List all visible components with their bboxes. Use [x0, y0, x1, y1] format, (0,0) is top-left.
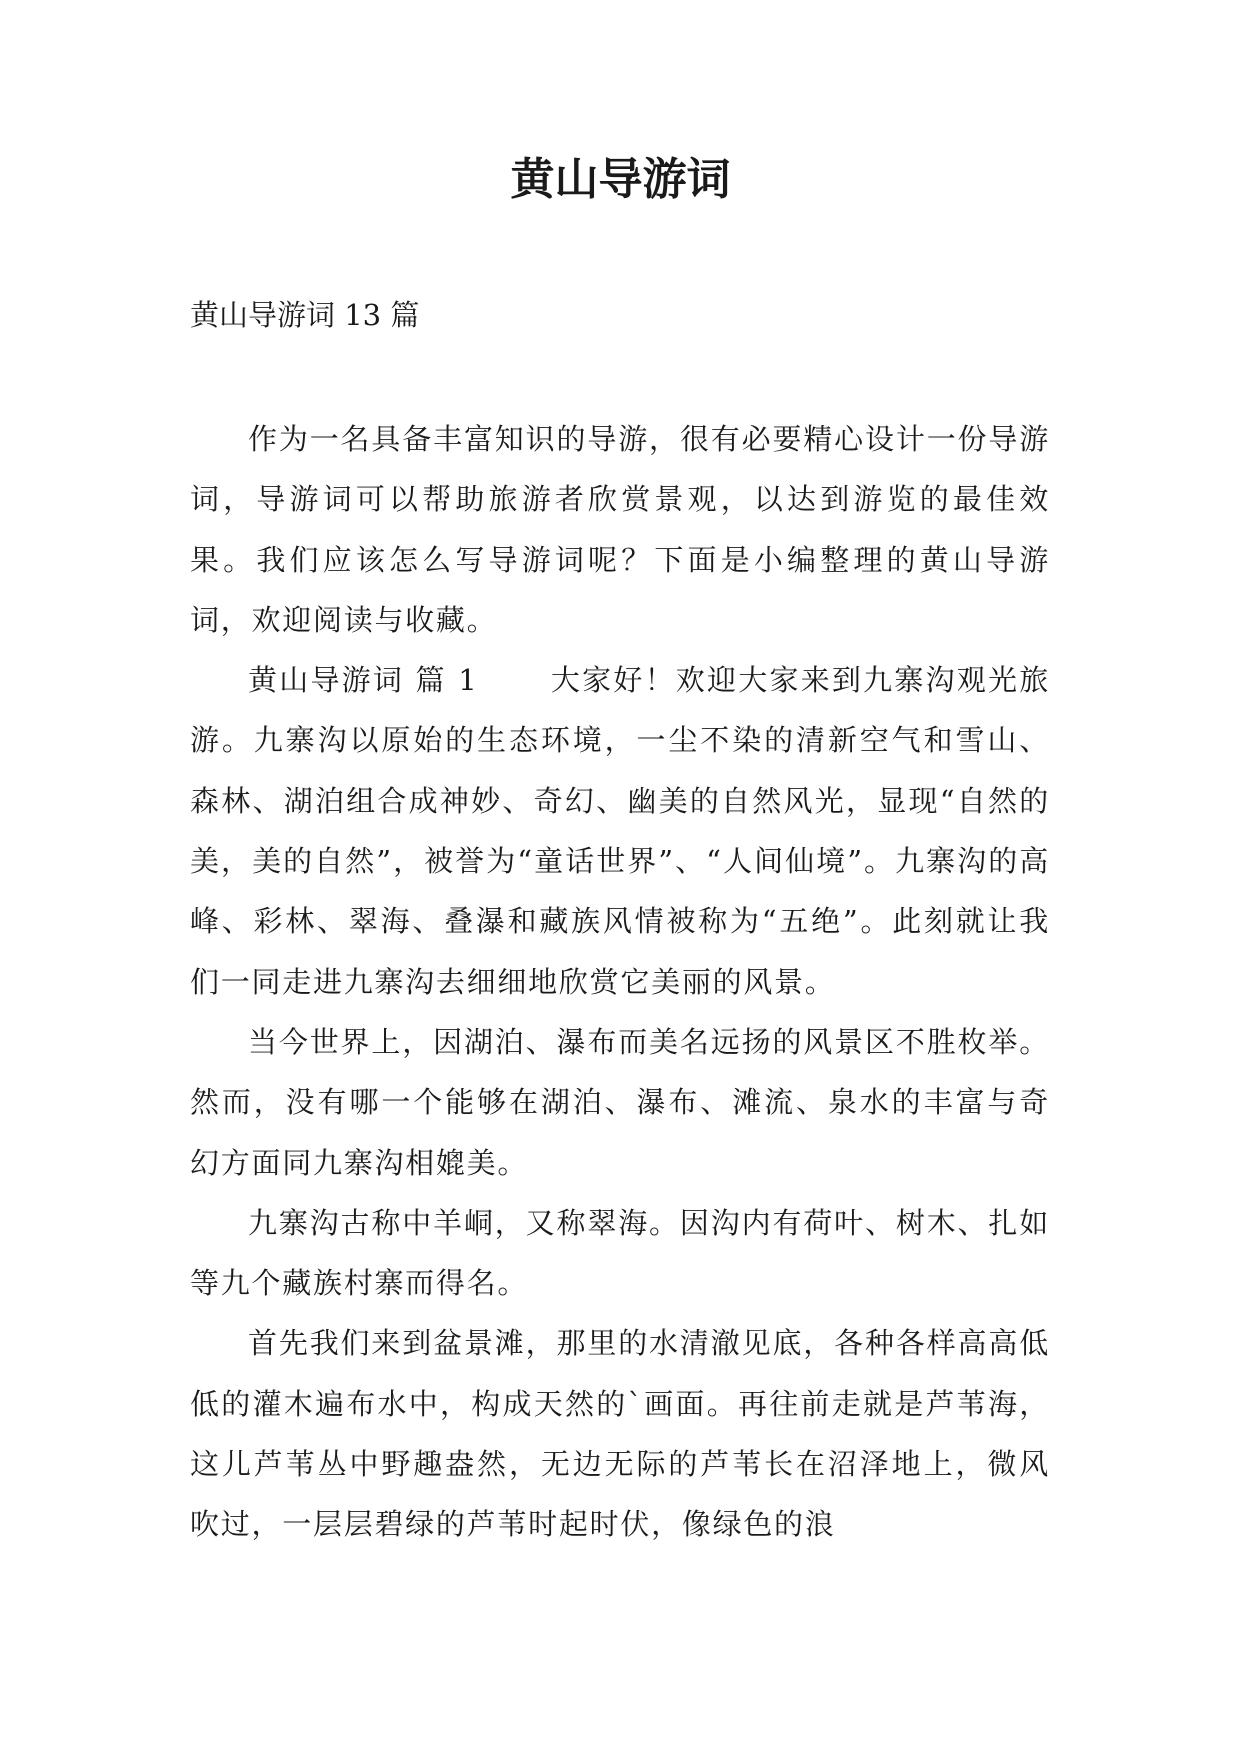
intro-paragraph: 作为一名具备丰富知识的导游，很有必要精心设计一份导游词，导游词可以帮助旅游者欣赏景观，以达到游览的最佳效果。我们应该怎么写导游词呢？下面是小编整理的黄山导游词，欢迎阅读与收藏。	[190, 422, 1050, 637]
document-body	[190, 409, 1050, 1555]
section-1-paragraph	[190, 650, 1050, 1012]
section-text: 大家好！欢迎大家来到九寨沟观光旅游。九寨沟以原始的生态环境，一尘不染的清新空气和雪山、森林、湖泊组合成神妙、奇幻、幽美的自然风光，显现“自然的美，美的自然”，被誉为“童话世界”、“人间仙境”。九寨沟的高峰、彩林、翠海、叠瀑和藏族风情被称为“五绝”。此刻就让我们一同走进九寨沟去细细地欣赏它美丽的风景。	[190, 663, 1050, 999]
document-title: 黄山导游词	[510, 154, 731, 205]
paragraph-history: 九寨沟古称中羊峒，又称翠海。因沟内有荷叶、树木、扎如等九个藏族村寨而得名。	[190, 1205, 1050, 1301]
paragraph-tour: 首先我们来到盆景滩，那里的水清澈见底，各种各样高高低低的灌木遍布水中，构成天然的`画面。再往前走就是芦苇海，这儿芦苇丛中野趣盎然，无边无际的芦苇长在沼泽地上，微风吹过，一层层碧绿的芦苇时起时伏，像绿色的浪	[190, 1326, 1050, 1542]
section-heading: 黄山导游词 篇 1	[248, 663, 479, 698]
paragraph-lakes: 当今世界上，因湖泊、瀑布而美名远扬的风景区不胜枚举。然而，没有哪一个能够在湖泊、瀑布、滩流、泉水的丰富与奇幻方面同九寨沟相媲美。	[190, 1024, 1050, 1180]
document-subtitle: 黄山导游词 13 篇	[190, 298, 420, 332]
